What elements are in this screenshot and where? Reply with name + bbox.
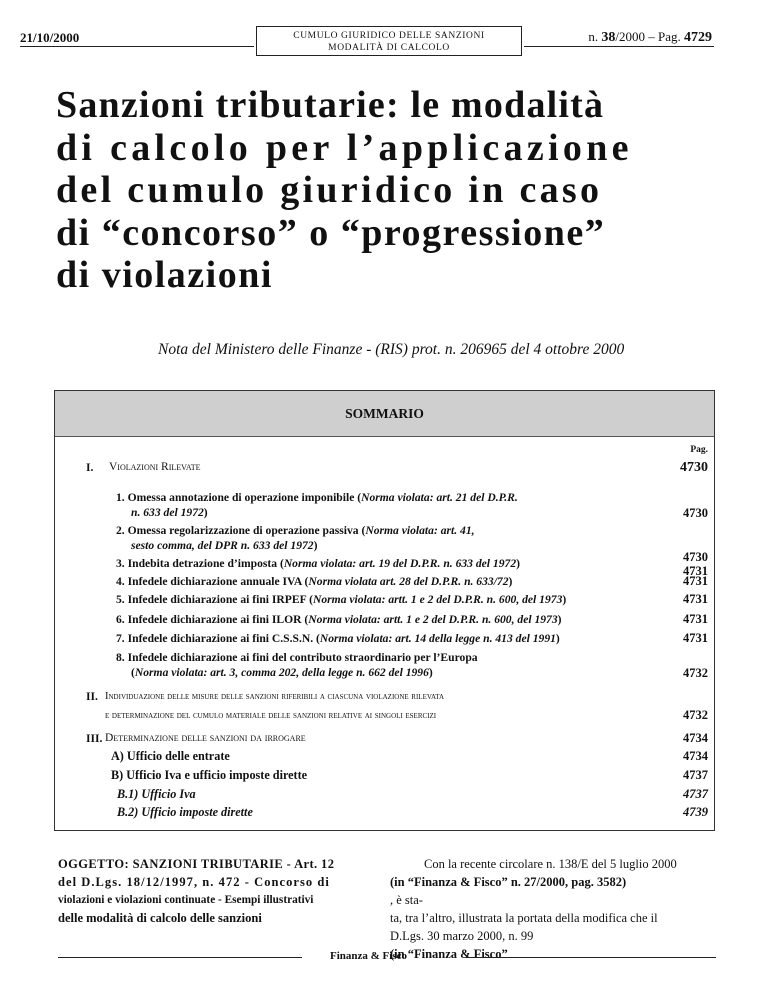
item-text: ) <box>557 613 562 626</box>
item-page: 4732 <box>683 666 708 680</box>
item-page: 4731 <box>683 564 708 578</box>
item-text: Omessa annotazione di operazione imponibile ( <box>127 491 362 504</box>
title-line: di “concorso” o “progressione” <box>56 211 606 254</box>
body-line <box>390 873 718 909</box>
section-number: III. <box>86 732 103 745</box>
subsub-label: B.1) Ufficio Iva <box>117 787 196 801</box>
item-norm: Norma violata: art. 14 della legge n. 413 del 1991 <box>319 632 556 645</box>
summary-heading: SOMMARIO <box>55 391 714 437</box>
summary-box <box>54 390 715 831</box>
summary-item-text <box>131 538 317 553</box>
summary-item-text <box>131 665 433 680</box>
body-text-run: Con la recente circolare n. 138/E del 5 luglio 2000 <box>424 857 677 871</box>
sub-label: B) Ufficio Iva e ufficio imposte dirette <box>111 768 308 782</box>
item-page: 4731 <box>683 574 708 588</box>
item-text: Infedele dichiarazione ai fini del contributo straordinario per l’Europa <box>127 651 478 664</box>
item-norm: Norma violata: artt. 1 e 2 del D.P.R. n. 600, del 1973 <box>308 613 558 626</box>
object-line: del D.Lgs. 18/12/1997, n. 472 - Concorso di <box>58 875 330 889</box>
sub-page: 4737 <box>683 768 708 782</box>
section-number: I. <box>86 461 94 474</box>
body-line <box>390 855 718 873</box>
item-text: ( <box>131 666 135 679</box>
footer-publication: Finanza & Fisco <box>330 950 407 962</box>
section-label: Determinazione delle sanzioni da irrogare <box>105 732 306 744</box>
summary-item-text <box>116 490 518 505</box>
footer-rule-right <box>466 957 716 958</box>
header-rule-right <box>524 46 714 47</box>
item-norm: n. 633 del 1972 <box>131 506 204 519</box>
summary-item-text <box>116 556 520 571</box>
summary-item-text <box>116 592 566 607</box>
item-page: 4731 <box>683 612 708 626</box>
page-column-label: Pag. <box>690 445 708 455</box>
subsub-page: 4737 <box>683 787 708 801</box>
object-heading <box>58 855 378 927</box>
summary-item-text <box>116 612 562 627</box>
title-line: del cumulo giuridico in caso <box>56 169 603 211</box>
body-line: ta, tra l’altro, illustrata la portata della modifica che il <box>390 911 658 925</box>
article-title <box>56 84 716 297</box>
issue-suffix: /2000 – Pag. <box>615 29 684 44</box>
summary-item-text <box>116 631 560 646</box>
section-label: Violazioni Rilevate <box>109 461 201 473</box>
object-line: delle modalità di calcolo delle sanzioni <box>58 911 262 925</box>
summary-item-text <box>116 523 475 538</box>
item-page: 4730 <box>683 506 708 520</box>
header-section-box <box>256 26 522 56</box>
item-norm: Norma violata art. 28 del D.P.R. n. 633/72 <box>308 575 509 588</box>
section-page: 4732 <box>683 708 708 722</box>
item-number: 1. <box>116 491 125 504</box>
item-text: Infedele dichiarazione ai fini ILOR ( <box>127 613 309 626</box>
body-text-run: D.Lgs. 30 marzo 2000, n. 99 <box>390 929 534 943</box>
title-line: di calcolo per l’applicazione <box>56 126 633 169</box>
body-text <box>390 855 718 963</box>
item-text: Omessa regolarizzazione di operazione passiva ( <box>127 524 366 537</box>
item-norm: Norma violata: art. 21 del D.P.R. <box>361 491 518 504</box>
sub-page: 4734 <box>683 749 708 763</box>
item-text: ) <box>428 666 433 679</box>
item-number: 2. <box>116 524 125 537</box>
header-rule-left <box>20 46 254 47</box>
footer-rule-left <box>58 957 302 958</box>
item-norm: Norma violata: art. 19 del D.P.R. n. 633 del 1972 <box>283 557 517 570</box>
section-label: Individuazione delle misure delle sanzioni riferibili a ciascuna violazione rilevata <box>105 691 445 702</box>
item-text: ) <box>203 506 208 519</box>
issue-number: 38 <box>601 30 616 45</box>
header-section-line2: MODALITÀ DI CALCOLO <box>328 43 450 53</box>
item-norm: Norma violata: art. 41, <box>365 524 475 537</box>
item-number: 6. <box>116 613 125 626</box>
summary-item-text <box>131 505 208 520</box>
item-text: Infedele dichiarazione annuale IVA ( <box>127 575 309 588</box>
title-line: di violazioni <box>56 254 273 296</box>
section-page: 4734 <box>683 731 708 745</box>
item-number: 3. <box>116 557 125 570</box>
item-number: 4. <box>116 575 125 588</box>
item-page: 4731 <box>683 631 708 645</box>
item-text: ) <box>508 575 513 588</box>
section-label: e determinazione del cumulo materiale delle sanzioni relative ai singoli esercizi <box>105 710 437 721</box>
issue-prefix: n. <box>588 29 602 44</box>
section-page: 4730 <box>680 460 708 475</box>
body-text-bold: (in “Finanza & Fisco” n. 27/2000, pag. 3582) <box>390 875 627 889</box>
item-number: 5. <box>116 593 125 606</box>
item-norm: Norma violata: artt. 1 e 2 del D.P.R. n. 600, del 1973 <box>313 593 563 606</box>
article-subtitle: Nota del Ministero delle Finanze - (RIS) prot. n. 206965 del 4 ottobre 2000 <box>158 341 625 358</box>
section-number: II. <box>86 690 98 703</box>
subsub-page: 4739 <box>683 805 708 819</box>
body-text-bold: (in “Finanza & Fisco” <box>390 947 508 961</box>
item-norm: Norma violata: art. 3, comma 202, della legge n. 662 del 1996 <box>134 666 429 679</box>
item-norm: sesto comma, del DPR n. 633 del 1972 <box>131 539 314 552</box>
item-page: 4731 <box>683 592 708 606</box>
item-text: ) <box>562 593 567 606</box>
sub-label: A) Ufficio delle entrate <box>111 749 230 763</box>
object-line: OGGETTO: SANZIONI TRIBUTARIE - Art. 12 <box>58 857 335 871</box>
item-text: Infedele dichiarazione ai fini IRPEF ( <box>127 593 313 606</box>
item-number: 7. <box>116 632 125 645</box>
item-text: Infedele dichiarazione ai fini C.S.S.N. ( <box>127 632 320 645</box>
object-line: violazioni e violazioni continuate - Esempi illustrativi <box>58 894 314 906</box>
body-text-run: , è sta- <box>390 893 423 907</box>
page-number: 4729 <box>684 30 712 45</box>
subsub-label: B.2) Ufficio imposte dirette <box>117 805 253 819</box>
header-date: 21/10/2000 <box>20 30 80 45</box>
title-line: Sanzioni tributarie: le modalità <box>56 84 605 126</box>
item-text: ) <box>313 539 318 552</box>
summary-item-text <box>116 650 478 665</box>
header-issue <box>588 29 712 46</box>
item-page: 4730 <box>683 550 708 564</box>
header-section-line1: CUMULO GIURIDICO DELLE SANZIONI <box>293 31 485 41</box>
item-number: 8. <box>116 651 125 664</box>
item-text: ) <box>516 557 520 570</box>
summary-item-text <box>116 574 512 589</box>
item-text: ) <box>555 632 560 645</box>
item-text: Indebita detrazione d’imposta ( <box>127 557 284 570</box>
